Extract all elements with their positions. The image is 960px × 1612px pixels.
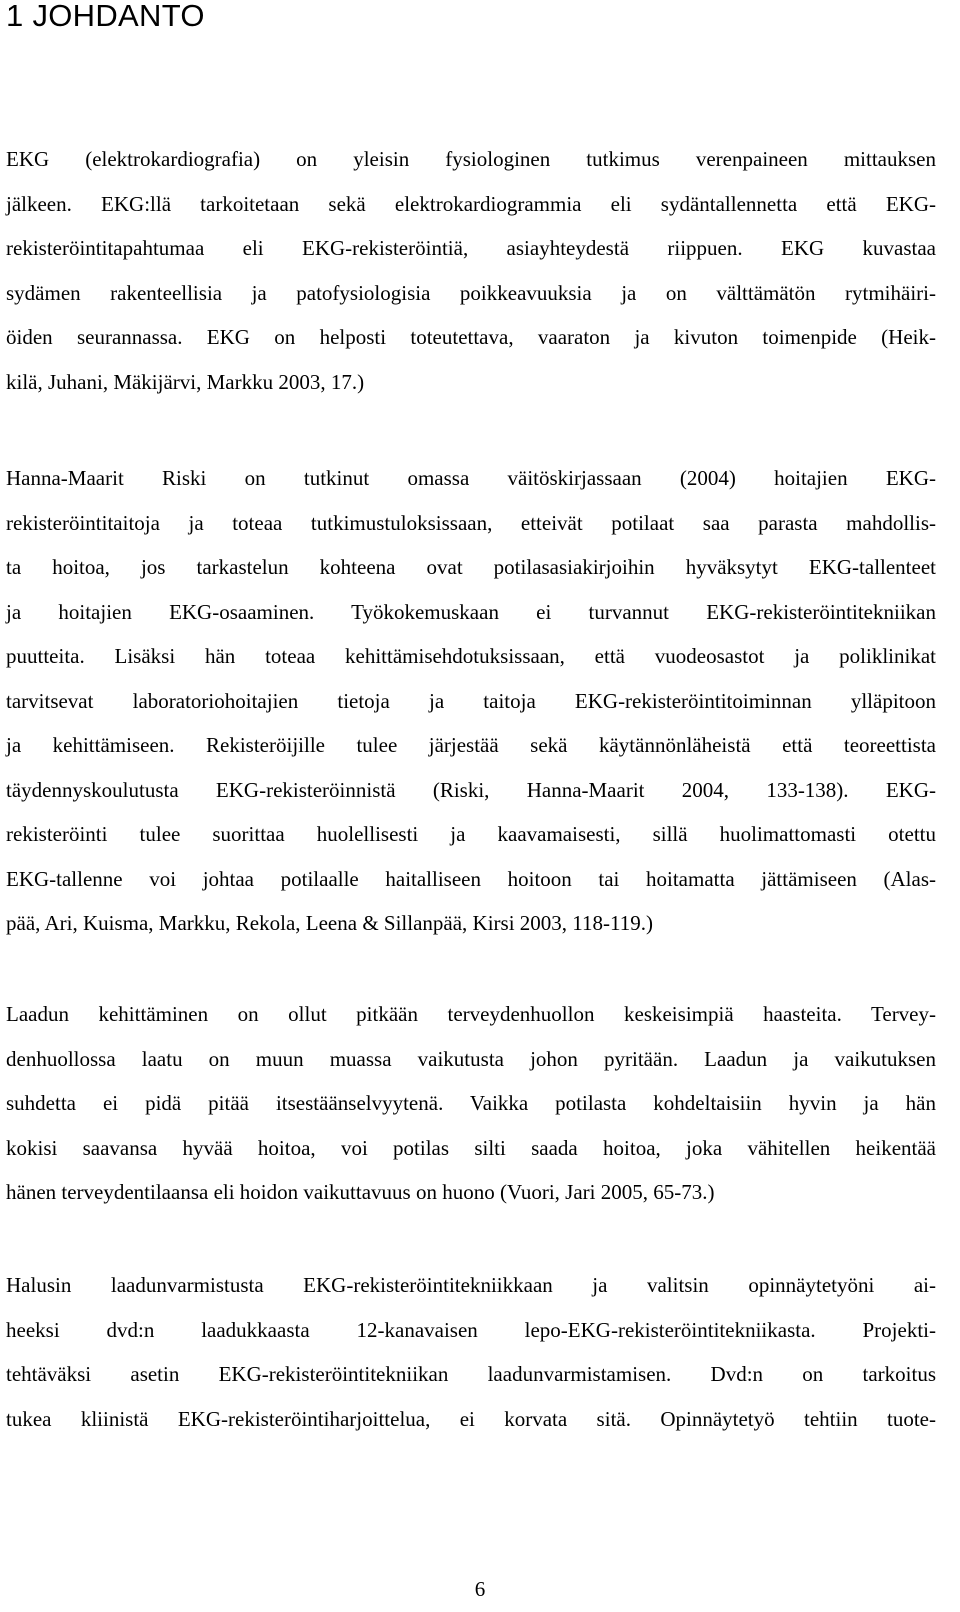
- paragraph-line: tukea kliinistä EKG-rekisteröintiharjoittelua, ei korvata sitä. Opinnäytetyö tehtiin tuote-: [6, 1406, 936, 1431]
- paragraph-line: Hanna-Maarit Riski on tutkinut omassa väitöskirjassaan (2004) hoitajien EKG-: [6, 466, 936, 490]
- paragraph-line: Halusin laadunvarmistusta EKG-rekisteröintitekniikkaan ja valitsin opinnäytetyöni ai-: [6, 1273, 936, 1297]
- paragraph-line: hänen terveydentilaansa eli hoidon vaikuttavuus on huono (Vuori, Jari 2005, 65-73.): [6, 1180, 715, 1204]
- paragraph-ekg-intro: [6, 137, 936, 404]
- paragraph-riski-study: [6, 456, 936, 946]
- page-number: 6: [474, 1577, 486, 1601]
- paragraph-line: kilä, Juhani, Mäkijärvi, Markku 2003, 17.): [6, 369, 365, 394]
- paragraph-line: tarvitsevat laboratoriohoitajien tietoja ja taitoja EKG-rekisteröintitoiminnan ylläpitoon: [6, 688, 936, 713]
- chapter-heading: 1 JOHDANTO: [6, 0, 205, 33]
- paragraph-thesis-goal: [6, 1263, 936, 1441]
- paragraph-line: rekisteröintitapahtumaa eli EKG-rekisteröintiä, asiayhteydestä riippuen. EKG kuvastaa: [6, 236, 936, 260]
- paragraph-line: kokisi saavansa hyvää hoitoa, voi potilas silti saada hoitoa, joka vähitellen heikentää: [6, 1135, 936, 1160]
- paragraph-line: rekisteröinti tulee suorittaa huolellisesti ja kaavamaisesti, sillä huolimattomasti otettu: [6, 822, 936, 846]
- paragraph-line: öiden seurannassa. EKG on helposti toteutettava, vaaraton ja kivuton toimenpide (Heik-: [6, 325, 936, 349]
- paragraph-line: ja hoitajien EKG-osaaminen. Työkokemuskaan ei turvannut EKG-rekisteröintitekniikan: [6, 599, 936, 624]
- paragraph-quality: [6, 992, 936, 1215]
- paragraph-line: jälkeen. EKG:llä tarkoitetaan sekä elektrokardiogrammia eli sydäntallennetta että EKG-: [6, 191, 936, 216]
- paragraph-line: pää, Ari, Kuisma, Markku, Rekola, Leena & Sillanpää, Kirsi 2003, 118-119.): [6, 911, 653, 935]
- paragraph-line: EKG-tallenne voi johtaa potilaalle haitalliseen hoitoon tai hoitamatta jättämiseen (Alas-: [6, 866, 936, 891]
- paragraph-line: rekisteröintitaitoja ja toteaa tutkimustuloksissaan, etteivät potilaat saa parasta mahdollis-: [6, 510, 936, 535]
- paragraph-line: sydämen rakenteellisia ja patofysiologisia poikkeavuuksia ja on välttämätön rytmihäiri-: [6, 280, 936, 305]
- paragraph-line: EKG (elektrokardiografia) on yleisin fysiologinen tutkimus verenpaineen mittauksen: [6, 147, 936, 171]
- paragraph-line: tehtäväksi asetin EKG-rekisteröintitekniikan laadunvarmistamisen. Dvd:n on tarkoitus: [6, 1362, 936, 1386]
- paragraph-line: suhdetta ei pidä pitää itsestäänselvyytenä. Vaikka potilasta kohdeltaisiin hyvin ja hän: [6, 1091, 936, 1115]
- paragraph-line: heeksi dvd:n laadukkaasta 12-kanavaisen lepo-EKG-rekisteröintitekniikasta. Projekti-: [6, 1317, 936, 1342]
- paragraph-line: denhuollossa laatu on muun muassa vaikutusta johon pyritään. Laadun ja vaikutuksen: [6, 1046, 936, 1071]
- paragraph-line: puutteita. Lisäksi hän toteaa kehittämisehdotuksissaan, että vuodeosastot ja poliklinikat: [6, 644, 936, 668]
- paragraph-line: ta hoitoa, jos tarkastelun kohteena ovat potilasasiakirjoihin hyväksytyt EKG-tallenteet: [6, 555, 936, 579]
- paragraph-line: ja kehittämiseen. Rekisteröijille tulee järjestää sekä käytännönläheistä että teoreettista: [6, 733, 936, 757]
- paragraph-line: täydennyskoulutusta EKG-rekisteröinnistä (Riski, Hanna-Maarit 2004, 133-138). EKG-: [6, 777, 936, 802]
- paragraph-line: Laadun kehittäminen on ollut pitkään terveydenhuollon keskeisimpiä haasteita. Tervey-: [6, 1002, 936, 1026]
